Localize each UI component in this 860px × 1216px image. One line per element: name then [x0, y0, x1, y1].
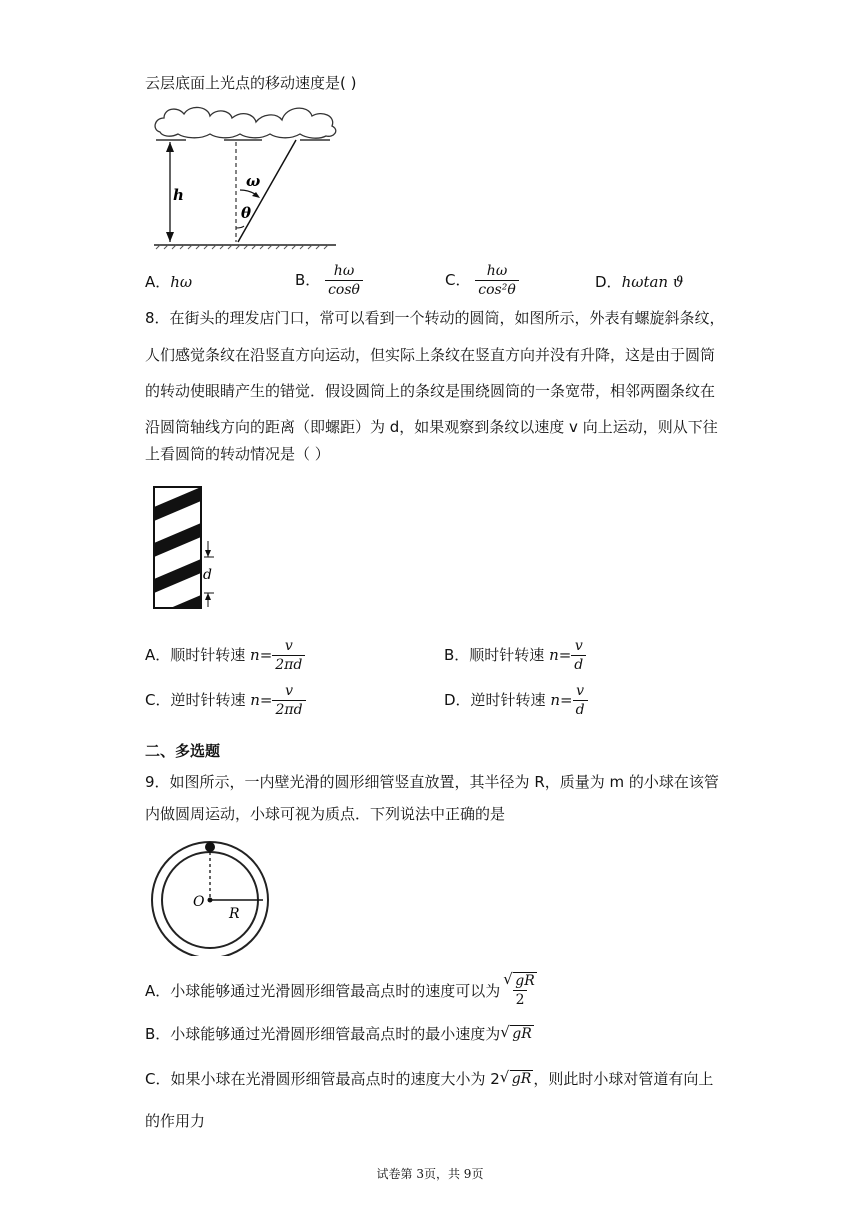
- denominator: d: [571, 655, 586, 674]
- q9-option-a[interactable]: [145, 972, 540, 1009]
- q7-option-a[interactable]: [145, 272, 192, 292]
- option-text-continued: ，则此时小球对管道有向上: [533, 1070, 714, 1088]
- numerator: hω: [333, 263, 355, 279]
- section-title: 二、多选题: [145, 742, 221, 760]
- sqrt: √ gR: [499, 1068, 532, 1087]
- fraction: [272, 637, 305, 674]
- sqrt: √ gR: [500, 1023, 532, 1042]
- sqrt: √ gR: [503, 970, 535, 989]
- numerator: v: [284, 638, 293, 654]
- q8-option-c[interactable]: [145, 682, 306, 719]
- fraction: [571, 637, 586, 674]
- q9-option-c[interactable]: [145, 1069, 713, 1089]
- option-text: C．如果小球在光滑圆形细管最高点时的速度大小为 2: [145, 1070, 500, 1088]
- radicand: gR: [511, 1071, 532, 1087]
- formula-lhs: n=: [549, 646, 572, 664]
- radicand: gR: [512, 1026, 532, 1042]
- fraction: [272, 682, 305, 719]
- q7-option-c[interactable]: [445, 262, 519, 299]
- q8-stem-line-5: 上看圆筒的转动情况是（ ）: [145, 445, 330, 463]
- numerator: hω: [486, 263, 508, 279]
- pitch-label: d: [203, 567, 212, 583]
- q8-option-a[interactable]: [145, 637, 305, 674]
- denominator: 2: [513, 990, 528, 1009]
- option-label: C．逆时针转速: [145, 691, 251, 709]
- option-letter: B．: [295, 271, 321, 289]
- height-label: h: [173, 186, 184, 204]
- option-value: hωtan ϑ: [621, 273, 684, 291]
- q9-option-b[interactable]: [145, 1024, 534, 1044]
- option-text: A．小球能够通过光滑圆形细管最高点时的速度可以为: [145, 981, 501, 1000]
- formula-lhs: n=: [250, 691, 273, 709]
- q7-option-d[interactable]: [595, 272, 684, 292]
- radius-label: R: [229, 906, 240, 922]
- option-value: hω: [170, 273, 193, 291]
- q7-cloud-figure: [150, 100, 345, 255]
- numerator: v: [574, 638, 583, 654]
- q9-circular-tube-figure: [145, 838, 275, 956]
- q8-option-b[interactable]: [444, 637, 586, 674]
- denominator: d: [573, 700, 588, 719]
- q8-stem-line-1: 8．在街头的理发店门口，常可以看到一个转动的圆筒，如图所示，外表有螺旋斜条纹，: [145, 309, 725, 327]
- option-letter: A．: [145, 273, 171, 291]
- option-letter: D．: [595, 273, 622, 291]
- denominator: cosθ: [325, 280, 363, 299]
- formula-lhs: n=: [550, 691, 573, 709]
- fraction: [500, 972, 540, 1009]
- radicand: gR: [515, 973, 535, 989]
- option-letter: C．: [445, 271, 471, 289]
- q8-stem-line-2: 人们感觉条纹在沿竖直方向运动，但实际上条纹在竖直方向并没有升降，这是由于圆筒: [145, 346, 716, 364]
- fraction: [325, 262, 363, 299]
- formula-lhs: n=: [250, 646, 273, 664]
- option-label: A．顺时针转速: [145, 646, 251, 664]
- numerator: v: [576, 683, 584, 699]
- q8-option-d[interactable]: [444, 682, 588, 719]
- fraction: [573, 682, 588, 719]
- denominator: cos²θ: [475, 280, 519, 299]
- denominator: 2πd: [272, 655, 305, 674]
- numerator: [500, 972, 540, 990]
- q7-option-b[interactable]: [295, 262, 363, 299]
- option-label: D．逆时针转速: [444, 691, 551, 709]
- q8-barber-pole-figure: [150, 485, 225, 613]
- center-label: O: [193, 894, 205, 910]
- q9-stem-line-1: 9．如图所示，一内壁光滑的圆形细管竖直放置，其半径为 R，质量为 m 的小球在该管: [145, 773, 719, 791]
- option-text: B．小球能够通过光滑圆形细管最高点时的最小速度为: [145, 1025, 501, 1043]
- numerator: v: [285, 683, 293, 699]
- q8-stem-line-4: 沿圆筒轴线方向的距离（即螺距）为 d，如果观察到条纹以速度 v 向上运动，则从下往: [145, 418, 718, 436]
- ball: [205, 842, 215, 852]
- fraction: [475, 262, 519, 299]
- cloud-shape: [155, 107, 336, 138]
- omega-label: ω: [246, 172, 261, 190]
- option-label: B．顺时针转速: [444, 646, 550, 664]
- q7-question-tail: 云层底面上光点的移动速度是( ): [145, 74, 357, 92]
- page-footer: 试卷第 3页，共 9页: [376, 1167, 484, 1181]
- q9-option-c-line-2: 的作用力: [145, 1112, 206, 1130]
- q9-stem-line-2: 内做圆周运动，小球可视为质点．下列说法中正确的是: [145, 805, 506, 823]
- denominator: 2πd: [272, 700, 305, 719]
- q8-stem-line-3: 的转动使眼睛产生的错觉．假设圆筒上的条纹是围绕圆筒的一条宽带，相邻两圈条纹在: [145, 382, 716, 400]
- theta-label: θ: [241, 204, 252, 222]
